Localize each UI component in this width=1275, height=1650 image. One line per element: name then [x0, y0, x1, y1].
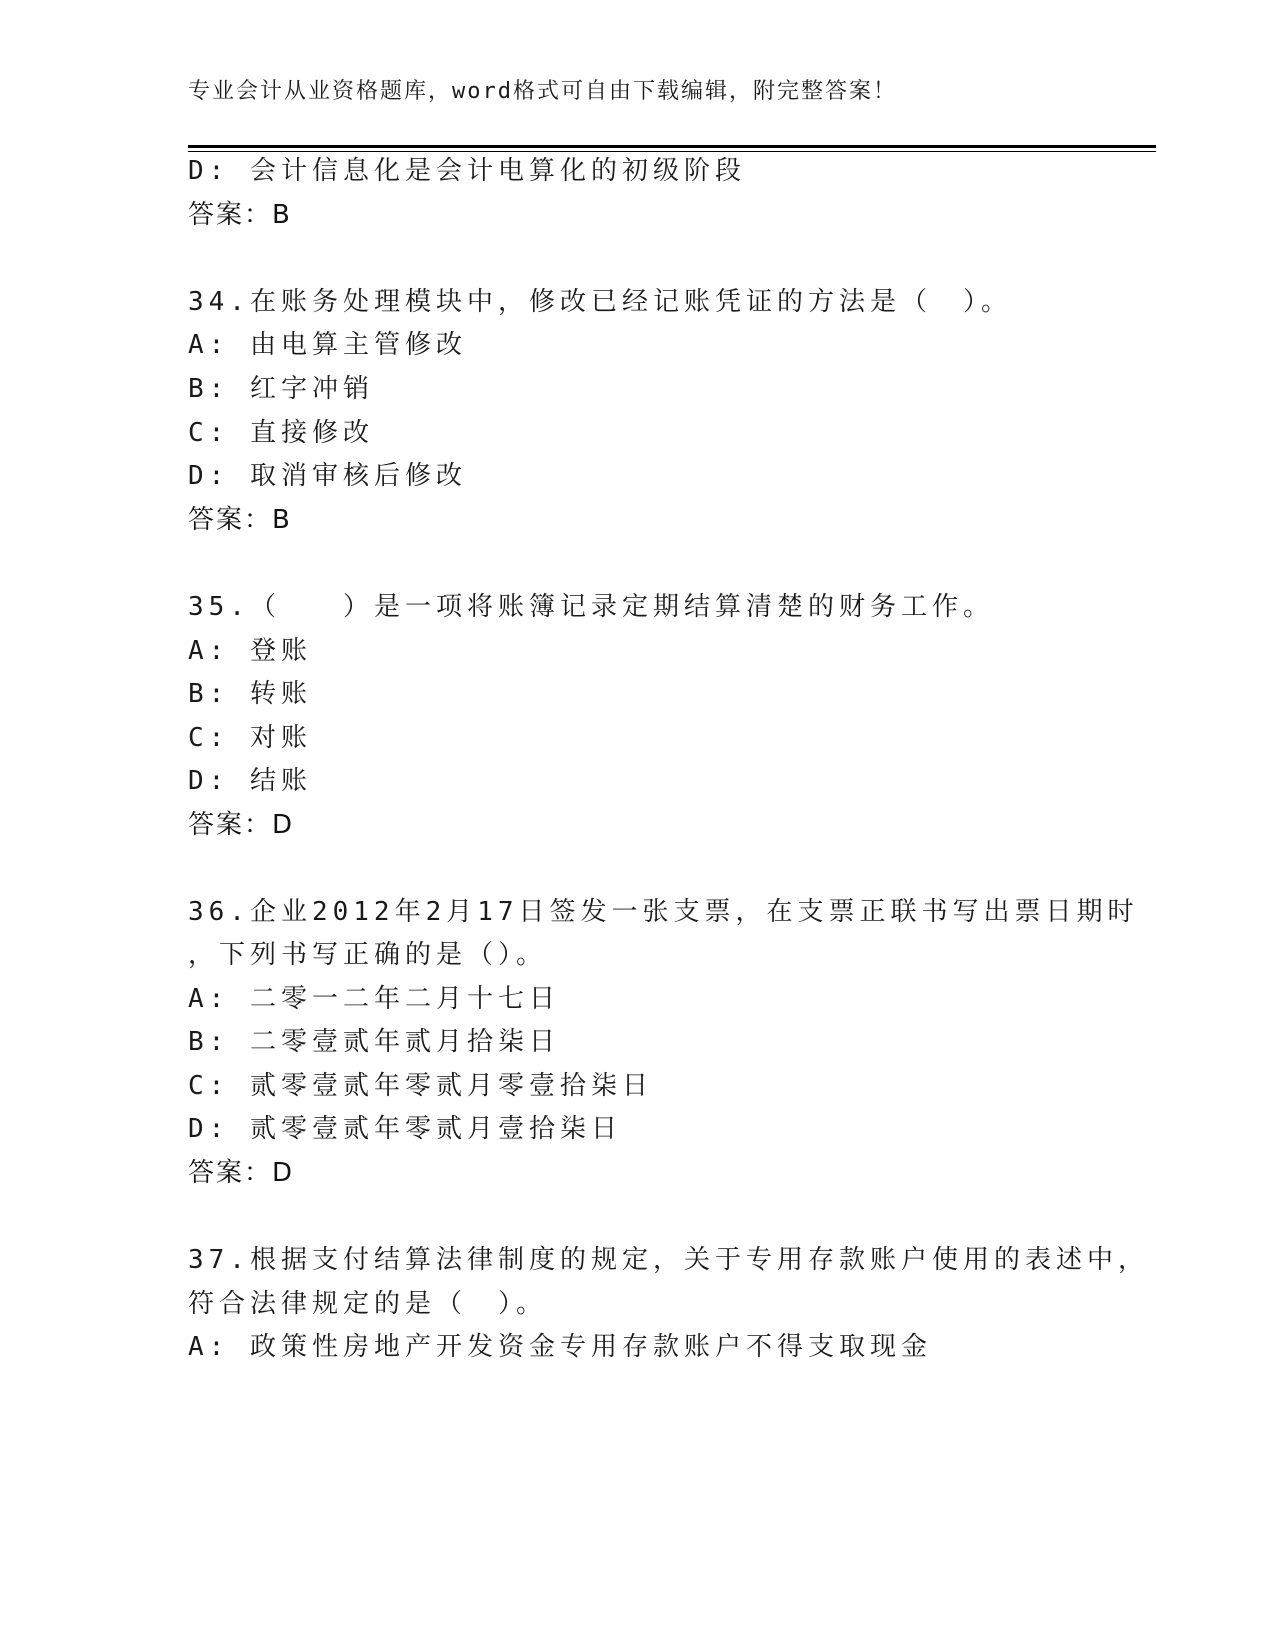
header-rule-thick [188, 145, 1156, 148]
q34-option-d: D: 取消审核后修改 [188, 461, 467, 491]
page-header: 专业会计从业资格题库，word格式可自由下载编辑，附完整答案！ [188, 79, 897, 104]
q36-option-d: D: 贰零壹贰年零贰月壹拾柒日 [188, 1114, 622, 1144]
q35-answer: 答案：D [188, 810, 295, 840]
q35-option-b: B: 转账 [188, 679, 312, 709]
q36-option-a: A: 二零一二年二月十七日 [188, 984, 560, 1014]
header-rule-thin [188, 151, 1156, 152]
q36-option-b: B: 二零壹贰年贰月拾柒日 [188, 1027, 560, 1057]
q34-option-a: A: 由电算主管修改 [188, 330, 467, 360]
q34-answer: 答案：B [188, 505, 292, 535]
q37-option-a: A: 政策性房地产开发资金专用存款账户不得支取现金 [188, 1332, 932, 1362]
q36-stem-line-1: 36.企业2012年2月17日签发一张支票，在支票正联书写出票日期时 [188, 897, 1139, 927]
q36-option-c: C: 贰零壹贰年零贰月零壹拾柒日 [188, 1071, 653, 1101]
q35-stem: 35.（ ）是一项将账簿记录定期结算清楚的财务工作。 [188, 592, 994, 622]
q33-answer: 答案：B [188, 200, 292, 230]
q36-stem-line-2: ，下列书写正确的是（）。 [188, 940, 548, 970]
q33-option-d: D: 会计信息化是会计电算化的初级阶段 [188, 156, 746, 186]
q35-option-c: C: 对账 [188, 723, 312, 753]
q35-option-d: D: 结账 [188, 766, 312, 796]
q35-option-a: A: 登账 [188, 636, 312, 666]
q37-stem-line-2: 符合法律规定的是（ ）。 [188, 1289, 548, 1319]
q34-stem: 34.在账务处理模块中，修改已经记账凭证的方法是（ ）。 [188, 287, 1012, 317]
q36-answer: 答案：D [188, 1158, 295, 1188]
q37-stem-line-1: 37.根据支付结算法律制度的规定，关于专用存款账户使用的表述中， [188, 1245, 1149, 1275]
q34-option-b: B: 红字冲销 [188, 374, 374, 404]
q34-option-c: C: 直接修改 [188, 418, 374, 448]
